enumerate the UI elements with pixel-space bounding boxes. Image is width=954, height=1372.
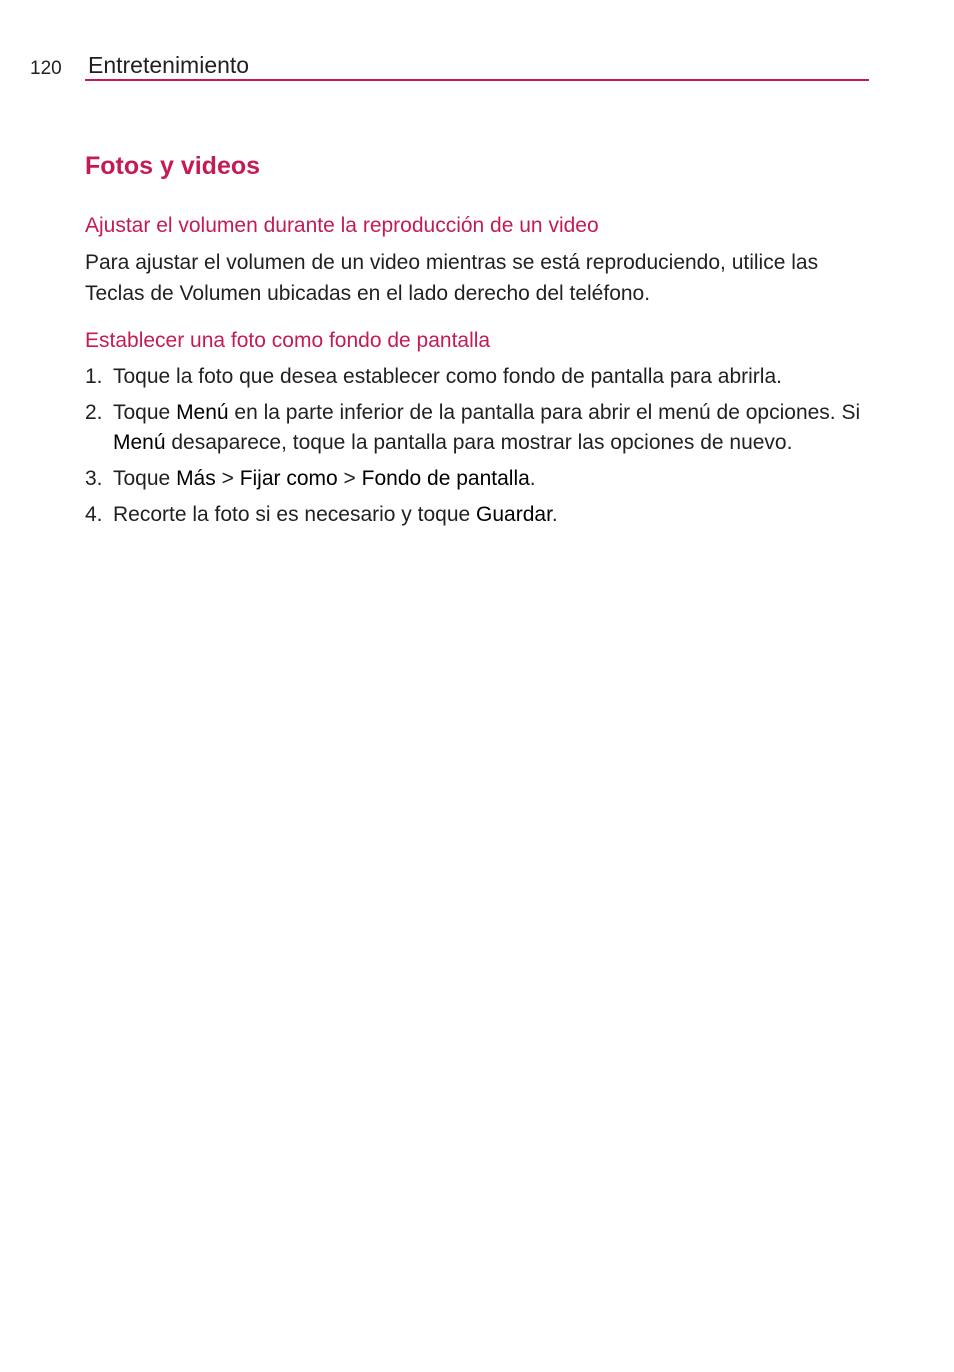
step-text-part: .	[551, 503, 558, 526]
step-text	[113, 503, 558, 526]
step-text-part: .	[529, 467, 536, 490]
step-text: Toque la foto que desea establecer como fondo de pantalla para abrirla.	[113, 365, 782, 388]
page-header	[0, 0, 954, 90]
step-text-part: >	[215, 467, 240, 490]
more-keyword: Más	[176, 467, 216, 490]
page-content	[85, 148, 869, 536]
step-number: 4.	[85, 503, 103, 526]
wallpaper-keyword: Fondo de pantalla	[361, 467, 530, 490]
step-text-part: desaparece, toque la pantalla para mostrar las opciones de nuevo.	[165, 431, 793, 454]
set-as-keyword: Fijar como	[239, 467, 338, 490]
step-number: 1.	[85, 365, 103, 388]
step-text-part: Toque	[113, 467, 177, 490]
subsection-title-volume: Ajustar el volumen durante la reproducción de un video	[85, 214, 599, 237]
step-item	[85, 362, 869, 392]
step-number: 2.	[85, 401, 103, 424]
step-item	[85, 500, 869, 530]
step-text-part: Toque	[113, 401, 177, 424]
section-title: Fotos y videos	[85, 152, 261, 180]
header-divider	[85, 79, 869, 81]
save-keyword: Guardar	[476, 503, 552, 526]
step-text	[113, 467, 536, 490]
step-item	[85, 464, 869, 494]
menu-keyword: Menú	[176, 401, 229, 424]
subsection-title-wallpaper: Establecer una foto como fondo de pantalla	[85, 329, 491, 352]
step-text	[113, 401, 860, 454]
step-text-part: Recorte la foto si es necesario y toque	[113, 503, 477, 526]
step-text-part: >	[337, 467, 362, 490]
menu-keyword: Menú	[113, 431, 166, 454]
wallpaper-steps-list	[85, 362, 869, 530]
volume-paragraph: Para ajustar el volumen de un video mientras se está reproduciendo, utilice las Teclas de Volumen ubicadas en el lado derecho del teléfono.	[85, 251, 819, 305]
step-item	[85, 398, 869, 458]
step-text-part: en la parte inferior de la pantalla para abrir el menú de opciones. Si	[228, 401, 861, 424]
page-number: 120	[30, 58, 62, 79]
header-title: Entretenimiento	[88, 52, 250, 78]
step-number: 3.	[85, 467, 103, 490]
